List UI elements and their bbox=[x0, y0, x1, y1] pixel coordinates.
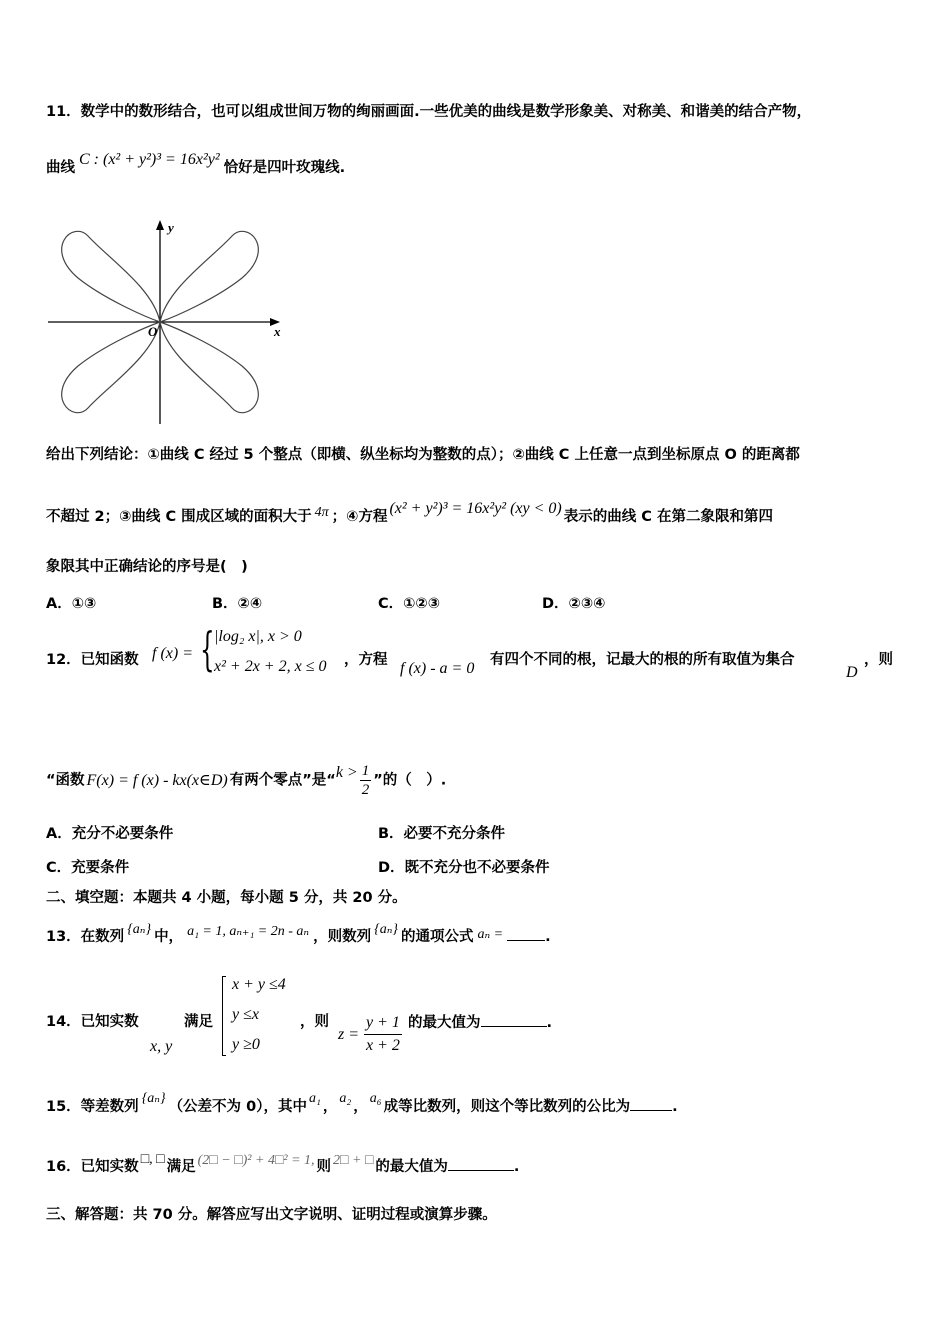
q13-text-2: 中， bbox=[154, 929, 184, 945]
k-fraction-den: 2 bbox=[361, 782, 370, 798]
q16-text-5: . bbox=[513, 1159, 520, 1175]
q13-text-4: 的通项公式 bbox=[400, 929, 474, 945]
area-value: 4π bbox=[314, 505, 329, 520]
q12-text-2: ，方程 bbox=[344, 652, 388, 668]
q16-answer-blank[interactable] bbox=[448, 1156, 514, 1171]
q16-vars: □, □ bbox=[140, 1152, 165, 1167]
q11-text-8: 象限其中正确结论的序号是( ) bbox=[46, 559, 248, 575]
q11-text-7: 表示的曲线 C 在第二象限和第四 bbox=[563, 509, 773, 525]
z-fraction bbox=[364, 1012, 402, 1057]
constraint-3: y ≥0 bbox=[232, 1036, 260, 1053]
q16-text-1: 16．已知实数 bbox=[46, 1159, 139, 1175]
q12-option-b[interactable]: B．必要不充分条件 bbox=[378, 826, 506, 842]
q14-stem-a bbox=[46, 1012, 139, 1032]
q11-text-4: 给出下列结论：①曲线 C 经过 5 个整点（即横、纵坐标均为整数的点）；②曲线 C 上任意一点到坐标原点 O 的距离都 bbox=[46, 447, 800, 463]
piecewise-brace: { bbox=[200, 622, 215, 676]
q11-option-b[interactable]: B．②④ bbox=[212, 596, 263, 612]
sequence-an-2: {aₙ} bbox=[374, 922, 398, 937]
q12-stem-line1c bbox=[490, 650, 795, 670]
q11-option-a[interactable]: A．①③ bbox=[46, 596, 97, 612]
sequence-an: {aₙ} bbox=[141, 1091, 166, 1106]
k-condition: k > bbox=[335, 763, 358, 781]
q11-text-5: 不超过 2；③曲线 C 围成区域的面积大于 bbox=[46, 509, 312, 525]
y-axis-label: y bbox=[168, 220, 174, 235]
q15-text-1: 15．等差数列 bbox=[46, 1099, 139, 1115]
constraint-2: y ≤x bbox=[232, 1006, 259, 1023]
q11-option-d[interactable]: D．②③④ bbox=[542, 596, 606, 612]
system-brace bbox=[222, 976, 226, 1056]
sequence-an: {aₙ} bbox=[127, 922, 152, 937]
q13-text-1: 13．在数列 bbox=[46, 929, 125, 945]
q12-text-3: 有四个不同的根，记最大的根的所有取值为集合 bbox=[490, 652, 795, 668]
q16-text-3: 则 bbox=[316, 1159, 332, 1175]
section-2-heading bbox=[46, 888, 407, 908]
petal-upper-right bbox=[160, 231, 258, 322]
q14-vars: x, y bbox=[150, 1038, 173, 1055]
recurrence: a₁ = 1, aₙ₊₁ = 2n - aₙ bbox=[187, 924, 310, 939]
q13-text-5: . bbox=[545, 929, 551, 945]
q14-text-4: 的最大值为 bbox=[408, 1015, 481, 1031]
f-definition: f (x) = bbox=[152, 645, 193, 662]
petal-lower-left bbox=[62, 322, 160, 413]
q12-stem-line1d bbox=[864, 650, 893, 670]
q15-text-3: 成等比数列，则这个等比数列的公比为 bbox=[383, 1099, 631, 1115]
q15-sep-1: ， bbox=[322, 1099, 338, 1115]
q12-text-7: ”的（ ）. bbox=[373, 772, 447, 789]
piecewise-case-1: |log₂ x|, x > 0 bbox=[214, 628, 302, 645]
x-axis-label: x bbox=[274, 324, 281, 339]
four-leaf-rose-figure bbox=[48, 218, 288, 424]
q14-text-2: 满足 bbox=[184, 1014, 213, 1030]
origin-label: O bbox=[148, 324, 158, 339]
section-3-text: 三、解答题：共 70 分。解答应写出文字说明、证明过程或演算步骤。 bbox=[46, 1207, 497, 1223]
y-axis-arrow-icon bbox=[156, 220, 164, 230]
constraint-1: x + y ≤4 bbox=[232, 976, 286, 993]
q12-stem-line2 bbox=[46, 762, 446, 799]
q15-sep-2: ， bbox=[353, 1099, 368, 1115]
q12-text-4: ，则 bbox=[864, 652, 893, 668]
q14-stem-b bbox=[184, 1012, 213, 1032]
term-a1: a₁ bbox=[308, 1091, 321, 1106]
q15-stem bbox=[46, 1091, 678, 1118]
q15-text-4: . bbox=[672, 1099, 678, 1115]
q11-text-2: 曲线 bbox=[46, 160, 75, 176]
q14-text-1: 14．已知实数 bbox=[46, 1014, 139, 1030]
k-fraction bbox=[360, 762, 372, 799]
q11-option-c[interactable]: C．①②③ bbox=[378, 596, 440, 612]
q16-text-2: 满足 bbox=[166, 1159, 196, 1175]
section-3-heading bbox=[46, 1205, 497, 1225]
k-fraction-num: 1 bbox=[361, 763, 370, 779]
q14-stem-c bbox=[300, 1012, 329, 1032]
q11-stem-line5 bbox=[46, 557, 248, 577]
q16-expression: 2□ + □ bbox=[333, 1153, 374, 1168]
section-2-text: 二、填空题：本题共 4 小题，每小题 5 分，共 20 分。 bbox=[46, 890, 407, 906]
q15-answer-blank[interactable] bbox=[630, 1096, 672, 1111]
q12-option-a[interactable]: A．充分不必要条件 bbox=[46, 826, 174, 842]
q11-text-6: ；④方程 bbox=[331, 509, 388, 525]
petal-lower-right bbox=[160, 322, 258, 413]
q12-stem-line1 bbox=[46, 650, 139, 670]
piecewise-case-2: x² + 2x + 2, x ≤ 0 bbox=[214, 658, 327, 675]
q13-stem bbox=[46, 922, 551, 948]
term-a2: a₂ bbox=[339, 1091, 352, 1106]
set-d: D bbox=[846, 664, 858, 681]
q16-text-4: 的最大值为 bbox=[375, 1159, 448, 1175]
q13-answer-blank[interactable] bbox=[507, 926, 545, 941]
z-label: z = bbox=[338, 1026, 360, 1043]
q16-condition: (2□ − □)² + 4□² = 1, bbox=[197, 1153, 315, 1168]
curve-equation: C : (x² + y²)³ = 16x²y² bbox=[79, 151, 220, 168]
q12-option-c[interactable]: C．充要条件 bbox=[46, 860, 130, 876]
q12-text-5: “函数 bbox=[46, 772, 85, 789]
q11-stem-line3 bbox=[46, 445, 800, 465]
q11-stem-line2 bbox=[46, 151, 346, 178]
q11-text-3: 恰好是四叶玫瑰线. bbox=[223, 160, 346, 176]
q15-text-2: （公差不为 0），其中 bbox=[168, 1099, 307, 1115]
q12-text-1: 12．已知函数 bbox=[46, 652, 139, 668]
petal-upper-left bbox=[62, 231, 160, 322]
q11-stem-line1 bbox=[46, 102, 811, 122]
q12-text-6: 有两个零点”是“ bbox=[229, 772, 336, 789]
q11-stem-line4 bbox=[46, 500, 773, 528]
equation-fa: f (x) - a = 0 bbox=[400, 660, 475, 677]
z-fraction-num: y + 1 bbox=[364, 1012, 402, 1035]
equation-2: (x² + y²)³ = 16x²y² (xy < 0) bbox=[389, 500, 562, 517]
q14-text-5: . bbox=[546, 1015, 553, 1031]
z-fraction-den: x + 2 bbox=[366, 1037, 400, 1054]
q16-stem bbox=[46, 1152, 520, 1178]
q14-text-3: ，则 bbox=[300, 1014, 329, 1030]
term-a6: a₆ bbox=[369, 1091, 382, 1106]
q11-text-1: 11．数学中的数形结合，也可以组成世间万物的绚丽画面.一些优美的曲线是数学形象美、对称美、和谐美的结合产物， bbox=[46, 104, 812, 120]
F-definition: F(x) = f (x) - kx(x∈D) bbox=[86, 771, 228, 789]
an-expression: aₙ = bbox=[477, 927, 504, 942]
q14-stem-d bbox=[408, 1012, 552, 1033]
q13-text-3: ，则数列 bbox=[313, 929, 372, 945]
q14-answer-blank[interactable] bbox=[481, 1012, 547, 1027]
q12-option-d[interactable]: D．既不充分也不必要条件 bbox=[378, 860, 550, 876]
q12-stem-line1b bbox=[344, 650, 388, 670]
